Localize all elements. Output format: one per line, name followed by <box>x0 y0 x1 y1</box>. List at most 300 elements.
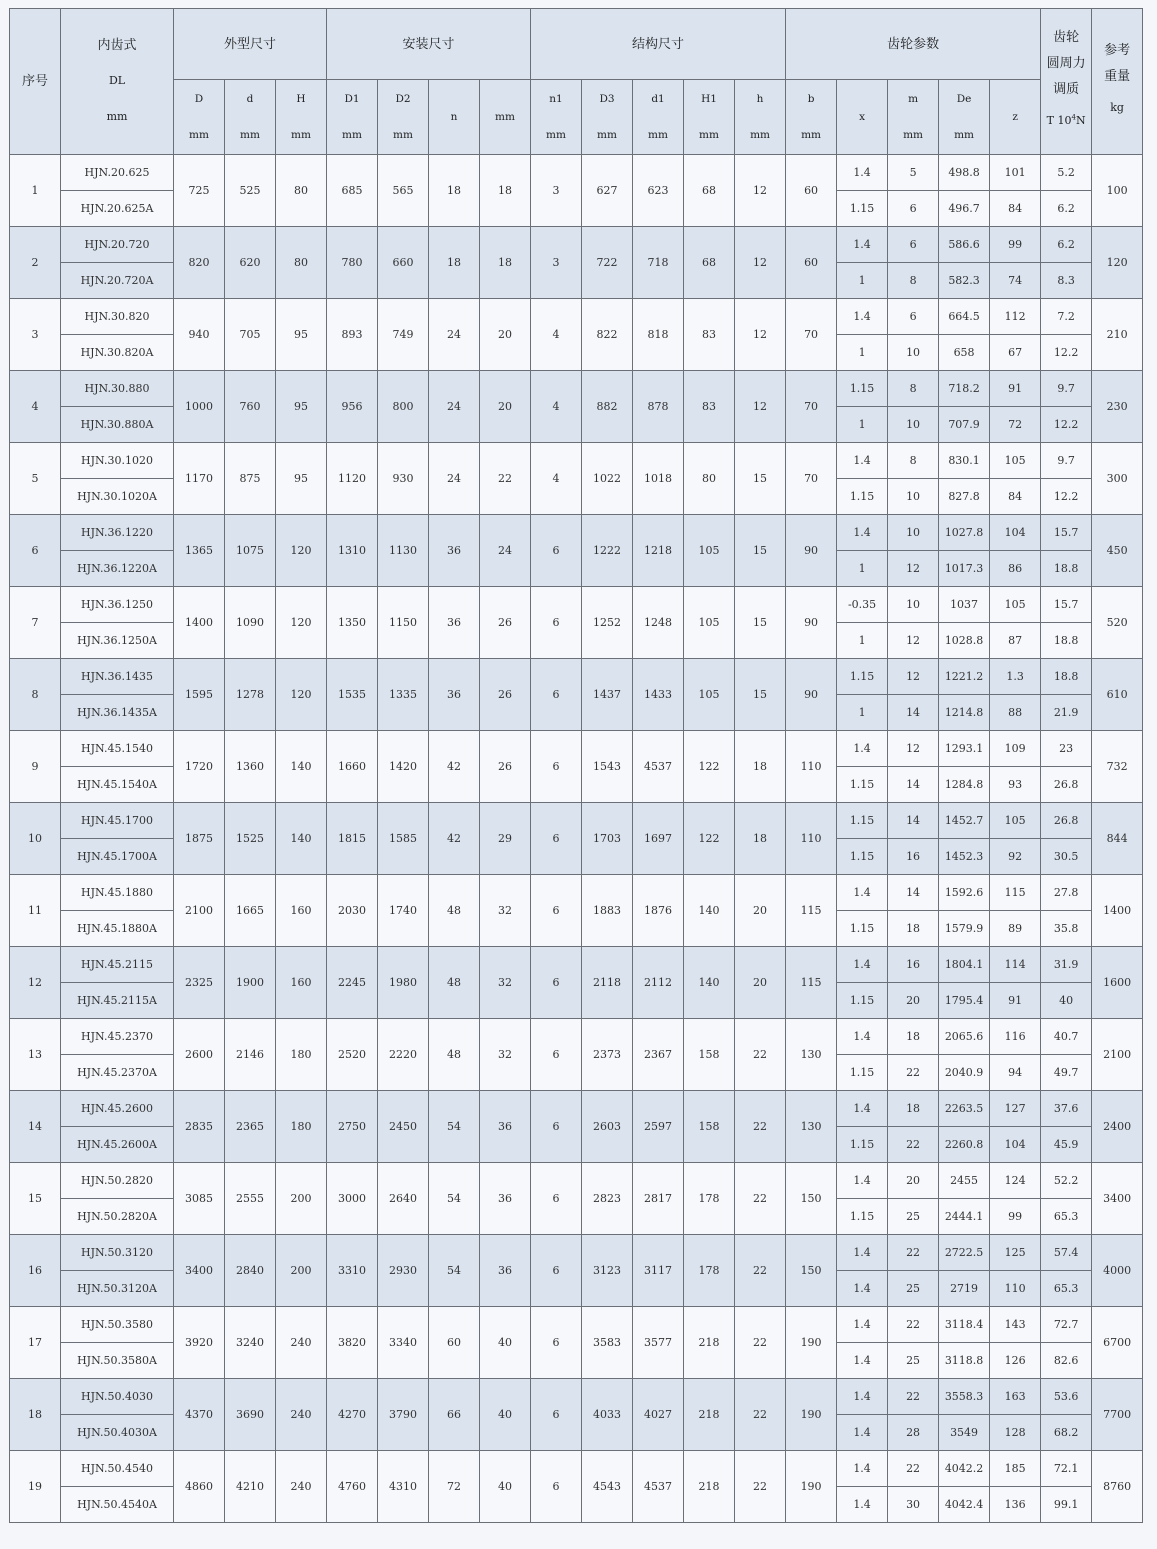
dim-H1: 83 <box>684 299 735 371</box>
dim-b: 90 <box>786 515 837 587</box>
gear-z: 112 <box>990 299 1041 335</box>
gear-m: 16 <box>888 839 939 875</box>
table-row <box>10 515 1143 551</box>
dim-h: 22 <box>735 1235 786 1307</box>
dim-D1: 1120 <box>327 443 378 515</box>
dim-mm: 20 <box>480 371 531 443</box>
dim-H1: 218 <box>684 1307 735 1379</box>
column-header <box>684 80 735 155</box>
column-header <box>531 80 582 155</box>
dim-d1: 3577 <box>633 1307 684 1379</box>
dim-n1: 3 <box>531 155 582 227</box>
dim-b: 190 <box>786 1379 837 1451</box>
dim-d: 3690 <box>225 1379 276 1451</box>
force-value: 6.2 <box>1041 227 1092 263</box>
dim-mm: 40 <box>480 1451 531 1523</box>
dim-D1: 2245 <box>327 947 378 1019</box>
gear-z: 105 <box>990 803 1041 839</box>
model-code-cell: HJN.30.1020 <box>61 443 174 479</box>
dim-mm: 20 <box>480 299 531 371</box>
dim-H1: 218 <box>684 1379 735 1451</box>
dim-d1: 1433 <box>633 659 684 731</box>
dim-b: 70 <box>786 443 837 515</box>
model-code-cell: HJN.20.720A <box>61 263 174 299</box>
gear-z: 94 <box>990 1055 1041 1091</box>
dim-n1: 6 <box>531 1451 582 1523</box>
gear-z: 74 <box>990 263 1041 299</box>
dim-n: 24 <box>429 299 480 371</box>
dim-n1: 6 <box>531 875 582 947</box>
dim-h: 22 <box>735 1379 786 1451</box>
gear-x: 1.4 <box>837 1235 888 1271</box>
dim-D2: 4310 <box>378 1451 429 1523</box>
force-value: 40.7 <box>1041 1019 1092 1055</box>
dim-D: 2325 <box>174 947 225 1019</box>
dim-D1: 3000 <box>327 1163 378 1235</box>
dim-D1: 1660 <box>327 731 378 803</box>
dim-D2: 2930 <box>378 1235 429 1307</box>
dim-n: 54 <box>429 1163 480 1235</box>
column-header <box>735 80 786 155</box>
gear-x: 1 <box>837 335 888 371</box>
gear-de: 498.8 <box>939 155 990 191</box>
gear-de: 2722.5 <box>939 1235 990 1271</box>
dim-n1: 6 <box>531 947 582 1019</box>
gear-z: 87 <box>990 623 1041 659</box>
dim-D3: 3583 <box>582 1307 633 1379</box>
gear-x: 1 <box>837 695 888 731</box>
column-name: H1 <box>701 93 717 105</box>
dim-d: 2365 <box>225 1091 276 1163</box>
gear-de: 1452.7 <box>939 803 990 839</box>
table-row <box>10 371 1143 407</box>
dim-H: 120 <box>276 659 327 731</box>
dim-n: 36 <box>429 587 480 659</box>
column-header <box>429 80 480 155</box>
dim-H1: 105 <box>684 587 735 659</box>
force-value: 52.2 <box>1041 1163 1092 1199</box>
column-header <box>990 80 1041 155</box>
table-row <box>10 1379 1143 1415</box>
dim-H: 80 <box>276 227 327 299</box>
dim-D1: 2030 <box>327 875 378 947</box>
column-unit: mm <box>393 129 413 141</box>
model-code-cell: HJN.50.4030A <box>61 1415 174 1451</box>
gear-x: 1.15 <box>837 659 888 695</box>
gear-de: 2444.1 <box>939 1199 990 1235</box>
model-code-cell: HJN.36.1435A <box>61 695 174 731</box>
gear-de: 1795.4 <box>939 983 990 1019</box>
model-code-cell: HJN.45.1880A <box>61 911 174 947</box>
dim-D2: 930 <box>378 443 429 515</box>
gear-z: 91 <box>990 983 1041 1019</box>
dim-b: 90 <box>786 659 837 731</box>
dim-mm: 32 <box>480 947 531 1019</box>
force-value: 35.8 <box>1041 911 1092 947</box>
gear-x: 1.4 <box>837 1379 888 1415</box>
gear-x: 1.4 <box>837 947 888 983</box>
gear-de: 2260.8 <box>939 1127 990 1163</box>
gear-z: 104 <box>990 515 1041 551</box>
gear-m: 12 <box>888 551 939 587</box>
column-header <box>225 80 276 155</box>
table-row <box>10 1091 1143 1127</box>
gear-z: 93 <box>990 767 1041 803</box>
model-code-cell: HJN.45.2600 <box>61 1091 174 1127</box>
model-code-cell: HJN.20.720 <box>61 227 174 263</box>
gear-z: 163 <box>990 1379 1041 1415</box>
table-row <box>10 1451 1143 1487</box>
dim-D: 1400 <box>174 587 225 659</box>
dim-n: 24 <box>429 443 480 515</box>
gear-z: 128 <box>990 1415 1041 1451</box>
gear-x: 1.4 <box>837 1415 888 1451</box>
gear-x: 1.4 <box>837 1163 888 1199</box>
dim-H1: 122 <box>684 731 735 803</box>
dim-D: 1720 <box>174 731 225 803</box>
dim-d1: 2597 <box>633 1091 684 1163</box>
gear-de: 3118.8 <box>939 1343 990 1379</box>
gear-z: 1.3 <box>990 659 1041 695</box>
dim-H1: 105 <box>684 659 735 731</box>
dim-h: 22 <box>735 1019 786 1091</box>
dim-D: 2835 <box>174 1091 225 1163</box>
dim-H1: 158 <box>684 1019 735 1091</box>
table-row <box>10 587 1143 623</box>
dim-H1: 68 <box>684 155 735 227</box>
dim-H1: 178 <box>684 1235 735 1307</box>
gear-de: 582.3 <box>939 263 990 299</box>
dim-b: 115 <box>786 875 837 947</box>
gear-de: 1027.8 <box>939 515 990 551</box>
dim-D1: 685 <box>327 155 378 227</box>
dim-n1: 6 <box>531 659 582 731</box>
dim-d: 1090 <box>225 587 276 659</box>
gear-x: 1.4 <box>837 299 888 335</box>
table-row <box>10 875 1143 911</box>
dim-D: 820 <box>174 227 225 299</box>
table-row <box>10 947 1143 983</box>
force-value: 18.8 <box>1041 551 1092 587</box>
gear-x: 1.4 <box>837 1271 888 1307</box>
dim-H: 95 <box>276 299 327 371</box>
dim-D: 3920 <box>174 1307 225 1379</box>
gear-x: 1.4 <box>837 227 888 263</box>
gear-z: 99 <box>990 227 1041 263</box>
column-header <box>837 80 888 155</box>
dim-n: 42 <box>429 731 480 803</box>
gear-x: 1.15 <box>837 803 888 839</box>
dim-H: 80 <box>276 155 327 227</box>
dim-D: 1170 <box>174 443 225 515</box>
gear-m: 25 <box>888 1343 939 1379</box>
dim-d: 1360 <box>225 731 276 803</box>
dim-b: 70 <box>786 371 837 443</box>
model-code-cell: HJN.45.1540A <box>61 767 174 803</box>
gear-m: 10 <box>888 407 939 443</box>
row-number: 11 <box>10 875 61 947</box>
dim-D2: 660 <box>378 227 429 299</box>
dim-mm: 36 <box>480 1163 531 1235</box>
dim-D3: 2373 <box>582 1019 633 1091</box>
gear-x: 1.15 <box>837 983 888 1019</box>
dim-H: 95 <box>276 443 327 515</box>
model-code-cell: HJN.36.1435 <box>61 659 174 695</box>
gear-z: 114 <box>990 947 1041 983</box>
model-title: 内齿式 <box>97 38 137 53</box>
column-unit: mm <box>699 129 719 141</box>
dim-D3: 1543 <box>582 731 633 803</box>
dim-D2: 2640 <box>378 1163 429 1235</box>
table-row <box>10 299 1143 335</box>
table-row <box>10 155 1143 191</box>
gear-m: 18 <box>888 911 939 947</box>
dim-d: 4210 <box>225 1451 276 1523</box>
dim-H: 140 <box>276 731 327 803</box>
gear-de: 2719 <box>939 1271 990 1307</box>
dim-D3: 2118 <box>582 947 633 1019</box>
model-code-cell: HJN.36.1220A <box>61 551 174 587</box>
dim-d: 760 <box>225 371 276 443</box>
gear-z: 136 <box>990 1487 1041 1523</box>
force-value: 9.7 <box>1041 371 1092 407</box>
dim-mm: 36 <box>480 1091 531 1163</box>
dim-H: 240 <box>276 1307 327 1379</box>
dim-H: 200 <box>276 1235 327 1307</box>
weight-value: 2400 <box>1092 1091 1143 1163</box>
gear-de: 1028.8 <box>939 623 990 659</box>
dim-n1: 6 <box>531 1307 582 1379</box>
row-number: 19 <box>10 1451 61 1523</box>
gear-x: 1.4 <box>837 515 888 551</box>
force-value: 23 <box>1041 731 1092 767</box>
dim-H: 160 <box>276 947 327 1019</box>
column-name: z <box>1012 111 1018 123</box>
gear-x: 1 <box>837 263 888 299</box>
dim-H1: 122 <box>684 803 735 875</box>
force-value: 53.6 <box>1041 1379 1092 1415</box>
dim-D1: 4760 <box>327 1451 378 1523</box>
install-group-header: 安装尺寸 <box>327 9 531 80</box>
model-code-cell: HJN.45.2115A <box>61 983 174 1019</box>
column-header <box>582 80 633 155</box>
gear-z: 101 <box>990 155 1041 191</box>
dim-H1: 105 <box>684 515 735 587</box>
model-code-cell: HJN.50.3120A <box>61 1271 174 1307</box>
gear-spec-table <box>9 8 1143 1523</box>
structure-group-header: 结构尺寸 <box>531 9 786 80</box>
column-name: m <box>908 93 919 105</box>
dim-n: 66 <box>429 1379 480 1451</box>
dim-d: 525 <box>225 155 276 227</box>
dim-d1: 878 <box>633 371 684 443</box>
gear-z: 110 <box>990 1271 1041 1307</box>
dim-D1: 1310 <box>327 515 378 587</box>
force-value: 15.7 <box>1041 515 1092 551</box>
model-code-cell: HJN.50.4540 <box>61 1451 174 1487</box>
dim-H: 240 <box>276 1379 327 1451</box>
gear-de: 496.7 <box>939 191 990 227</box>
model-code-cell: HJN.45.1700A <box>61 839 174 875</box>
column-header <box>276 80 327 155</box>
gear-x: 1.4 <box>837 1343 888 1379</box>
gear-z: 124 <box>990 1163 1041 1199</box>
gear-de: 664.5 <box>939 299 990 335</box>
dim-H: 180 <box>276 1019 327 1091</box>
gear-x: 1 <box>837 623 888 659</box>
row-number: 15 <box>10 1163 61 1235</box>
dim-b: 110 <box>786 731 837 803</box>
gear-de: 827.8 <box>939 479 990 515</box>
weight-value: 1400 <box>1092 875 1143 947</box>
dim-D1: 1350 <box>327 587 378 659</box>
dim-D: 1365 <box>174 515 225 587</box>
gear-x: 1.15 <box>837 1127 888 1163</box>
dim-n1: 6 <box>531 731 582 803</box>
dim-d: 620 <box>225 227 276 299</box>
column-name: D2 <box>395 93 411 105</box>
gear-m: 25 <box>888 1199 939 1235</box>
gear-de: 3558.3 <box>939 1379 990 1415</box>
gear-m: 20 <box>888 1163 939 1199</box>
gear-de: 1214.8 <box>939 695 990 731</box>
dim-D3: 1222 <box>582 515 633 587</box>
dim-n: 18 <box>429 227 480 299</box>
gear-z: 89 <box>990 911 1041 947</box>
table-body <box>10 155 1143 1523</box>
gear-m: 22 <box>888 1451 939 1487</box>
dim-n1: 6 <box>531 1091 582 1163</box>
dim-n: 72 <box>429 1451 480 1523</box>
gear-m: 22 <box>888 1055 939 1091</box>
force-value: 57.4 <box>1041 1235 1092 1271</box>
column-unit: mm <box>648 129 668 141</box>
dim-d1: 2817 <box>633 1163 684 1235</box>
dim-D: 2600 <box>174 1019 225 1091</box>
dim-h: 12 <box>735 227 786 299</box>
model-code-cell: HJN.36.1250 <box>61 587 174 623</box>
dim-n1: 3 <box>531 227 582 299</box>
dim-h: 20 <box>735 875 786 947</box>
gear-de: 718.2 <box>939 371 990 407</box>
gear-m: 18 <box>888 1019 939 1055</box>
force-line-1: 齿轮 <box>1053 29 1080 45</box>
gear-x: 1.4 <box>837 1019 888 1055</box>
gear-de: 830.1 <box>939 443 990 479</box>
gear-m: 20 <box>888 983 939 1019</box>
dim-d: 2840 <box>225 1235 276 1307</box>
model-code-cell: HJN.30.820 <box>61 299 174 335</box>
force-value: 21.9 <box>1041 695 1092 731</box>
dim-D2: 2220 <box>378 1019 429 1091</box>
weight-value: 3400 <box>1092 1163 1143 1235</box>
column-name: H <box>296 93 306 105</box>
gear-z: 126 <box>990 1343 1041 1379</box>
weight-value: 732 <box>1092 731 1143 803</box>
dim-d1: 1248 <box>633 587 684 659</box>
weight-value: 300 <box>1092 443 1143 515</box>
force-value: 12.2 <box>1041 407 1092 443</box>
model-code-cell: HJN.50.3580 <box>61 1307 174 1343</box>
dim-d1: 1876 <box>633 875 684 947</box>
gear-z: 84 <box>990 191 1041 227</box>
gear-m: 10 <box>888 479 939 515</box>
dim-D1: 3820 <box>327 1307 378 1379</box>
dim-D: 2100 <box>174 875 225 947</box>
column-unit: mm <box>903 129 924 141</box>
gear-m: 22 <box>888 1127 939 1163</box>
dim-D2: 749 <box>378 299 429 371</box>
gear-z: 116 <box>990 1019 1041 1055</box>
dim-mm: 32 <box>480 875 531 947</box>
table-row <box>10 1163 1143 1199</box>
dim-h: 15 <box>735 659 786 731</box>
dim-mm: 40 <box>480 1307 531 1379</box>
force-value: 82.6 <box>1041 1343 1092 1379</box>
dim-D2: 800 <box>378 371 429 443</box>
dim-d1: 2112 <box>633 947 684 1019</box>
column-header <box>327 80 378 155</box>
dim-d: 2146 <box>225 1019 276 1091</box>
force-value: 27.8 <box>1041 875 1092 911</box>
column-unit: mm <box>750 129 770 141</box>
dim-D1: 3310 <box>327 1235 378 1307</box>
row-number: 6 <box>10 515 61 587</box>
force-value: 26.8 <box>1041 803 1092 839</box>
model-code-cell: HJN.20.625A <box>61 191 174 227</box>
gear-de: 707.9 <box>939 407 990 443</box>
dim-D2: 2450 <box>378 1091 429 1163</box>
gear-x: 1.15 <box>837 191 888 227</box>
force-header <box>1041 9 1092 155</box>
gear-de: 1293.1 <box>939 731 990 767</box>
column-name: D <box>194 93 204 105</box>
gear-m: 14 <box>888 695 939 731</box>
force-value: 65.3 <box>1041 1271 1092 1307</box>
force-value: 72.7 <box>1041 1307 1092 1343</box>
gear-x: 1 <box>837 551 888 587</box>
dim-H1: 218 <box>684 1451 735 1523</box>
table-row <box>10 1235 1143 1271</box>
seq-header: 序号 <box>10 9 61 155</box>
dim-D2: 3340 <box>378 1307 429 1379</box>
dim-n: 42 <box>429 803 480 875</box>
force-value: 37.6 <box>1041 1091 1092 1127</box>
gear-x: 1.15 <box>837 1055 888 1091</box>
weight-value: 4000 <box>1092 1235 1143 1307</box>
dim-mm: 40 <box>480 1379 531 1451</box>
gear-x: 1.15 <box>837 1199 888 1235</box>
dim-d1: 4027 <box>633 1379 684 1451</box>
dim-h: 12 <box>735 155 786 227</box>
dim-D2: 1130 <box>378 515 429 587</box>
dim-D: 3400 <box>174 1235 225 1307</box>
column-header <box>480 80 531 155</box>
dim-H1: 68 <box>684 227 735 299</box>
dim-h: 12 <box>735 299 786 371</box>
gear-m: 30 <box>888 1487 939 1523</box>
dim-mm: 29 <box>480 803 531 875</box>
gear-x: 1.15 <box>837 839 888 875</box>
row-number: 17 <box>10 1307 61 1379</box>
force-value: 45.9 <box>1041 1127 1092 1163</box>
gear-m: 14 <box>888 875 939 911</box>
row-number: 4 <box>10 371 61 443</box>
force-line-3: 调质 <box>1053 81 1080 97</box>
gear-de: 3549 <box>939 1415 990 1451</box>
row-number: 7 <box>10 587 61 659</box>
weight-value: 7700 <box>1092 1379 1143 1451</box>
